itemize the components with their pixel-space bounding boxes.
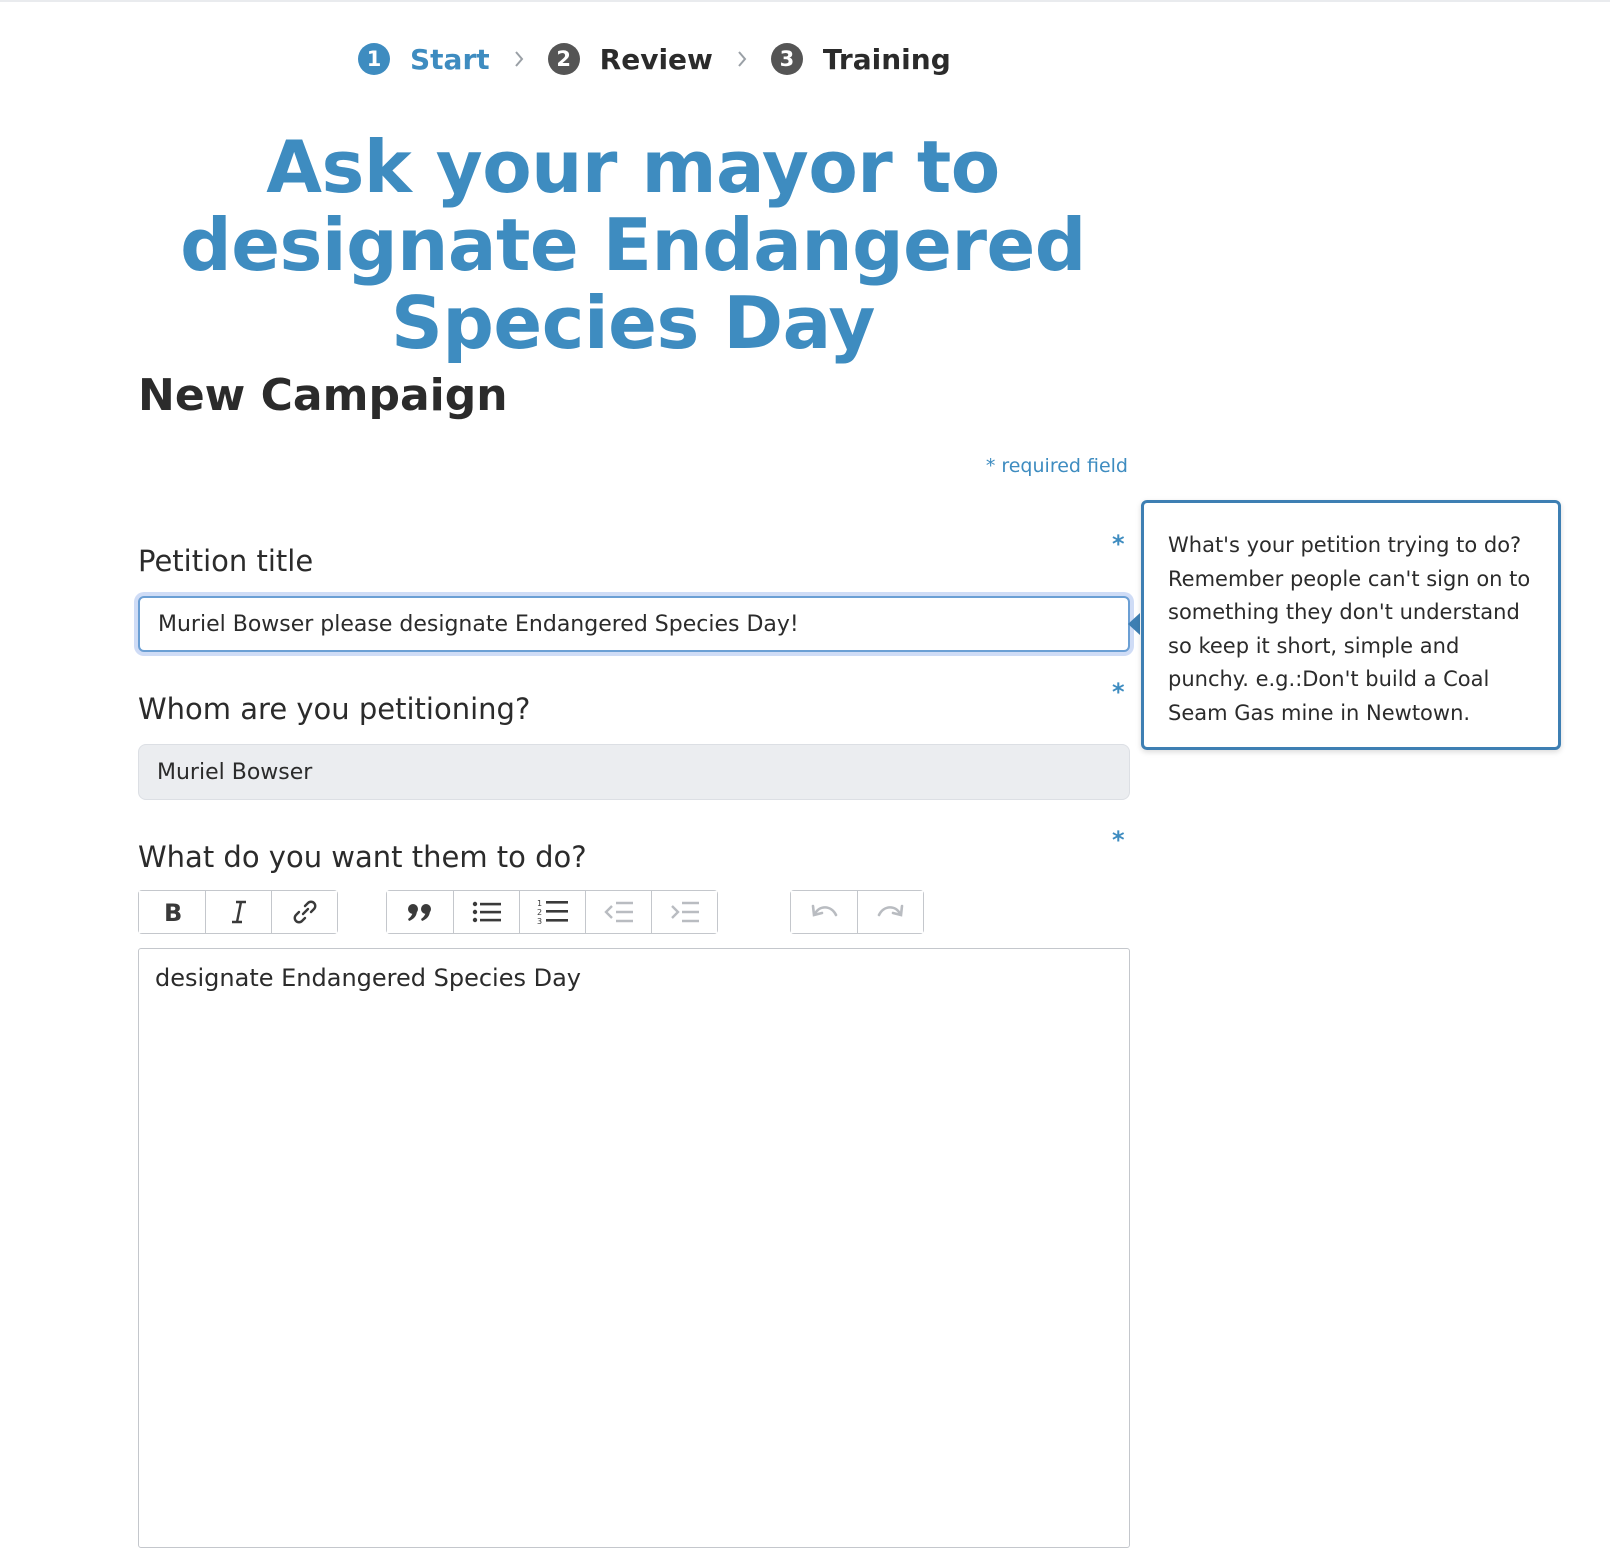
- step-label-start: Start: [410, 42, 490, 76]
- petition-target-label: Whom are you petitioning?: [138, 692, 531, 726]
- undo-button[interactable]: [791, 891, 857, 933]
- petition-target-input[interactable]: [138, 744, 1130, 800]
- required-asterisk: *: [1112, 826, 1125, 854]
- toolbar-block-group: [386, 890, 718, 934]
- required-asterisk: *: [1112, 678, 1125, 706]
- petition-title-input[interactable]: [138, 596, 1130, 652]
- petition-ask-label: What do you want them to do?: [138, 840, 587, 874]
- petition-ask-editor[interactable]: designate Endangered Species Day: [138, 948, 1130, 1548]
- chevron-right-icon: [490, 49, 548, 69]
- svg-text:3: 3: [536, 917, 542, 926]
- italic-icon: [226, 899, 252, 925]
- bullet-list-button[interactable]: [453, 891, 519, 933]
- bullet-list-icon: [472, 900, 502, 924]
- step-number-1: 1: [358, 43, 390, 75]
- link-button[interactable]: [271, 891, 337, 933]
- step-training[interactable]: [771, 43, 951, 76]
- step-label-training: Training: [822, 42, 951, 76]
- step-review[interactable]: [548, 43, 713, 76]
- required-asterisk: *: [1112, 530, 1125, 558]
- indent-button[interactable]: [651, 891, 717, 933]
- svg-text:1: 1: [536, 899, 542, 908]
- numbered-list-icon: [537, 898, 569, 926]
- indent-icon: [670, 900, 700, 924]
- numbered-list-button[interactable]: [519, 891, 585, 933]
- link-icon: [291, 898, 319, 926]
- top-border: [0, 0, 1610, 2]
- outdent-button[interactable]: [585, 891, 651, 933]
- chevron-right-icon: [713, 49, 771, 69]
- toolbar-text-style-group: [138, 890, 338, 934]
- svg-text:B: B: [164, 899, 183, 925]
- step-number-3: 3: [771, 43, 803, 75]
- bold-button[interactable]: [139, 891, 205, 933]
- step-start[interactable]: [358, 43, 490, 76]
- page-subtitle: New Campaign: [138, 370, 508, 421]
- toolbar-history-group: [790, 890, 924, 934]
- outdent-icon: [604, 900, 634, 924]
- redo-button[interactable]: [857, 891, 923, 933]
- quote-icon: [405, 901, 435, 923]
- step-label-review: Review: [599, 42, 713, 76]
- bold-icon: [159, 899, 185, 925]
- redo-icon: [876, 901, 906, 923]
- required-field-note: * required field: [985, 455, 1128, 477]
- quote-button[interactable]: [387, 891, 453, 933]
- step-number-2: 2: [548, 43, 580, 75]
- italic-button[interactable]: [205, 891, 271, 933]
- undo-icon: [809, 901, 839, 923]
- svg-text:2: 2: [536, 908, 542, 917]
- progress-stepper: [358, 38, 951, 80]
- page-hero-title: Ask your mayor to designate Endangered Species Day: [180, 125, 1086, 365]
- petition-title-help-tooltip: What's your petition trying to do? Remember people can't sign on to something they don't understand so keep it short, simple and punchy. e.g.:Don't build a Coal Seam Gas mine in Newtown.: [1141, 500, 1561, 750]
- petition-title-label: Petition title: [138, 544, 314, 578]
- tooltip-pointer: [1128, 613, 1140, 635]
